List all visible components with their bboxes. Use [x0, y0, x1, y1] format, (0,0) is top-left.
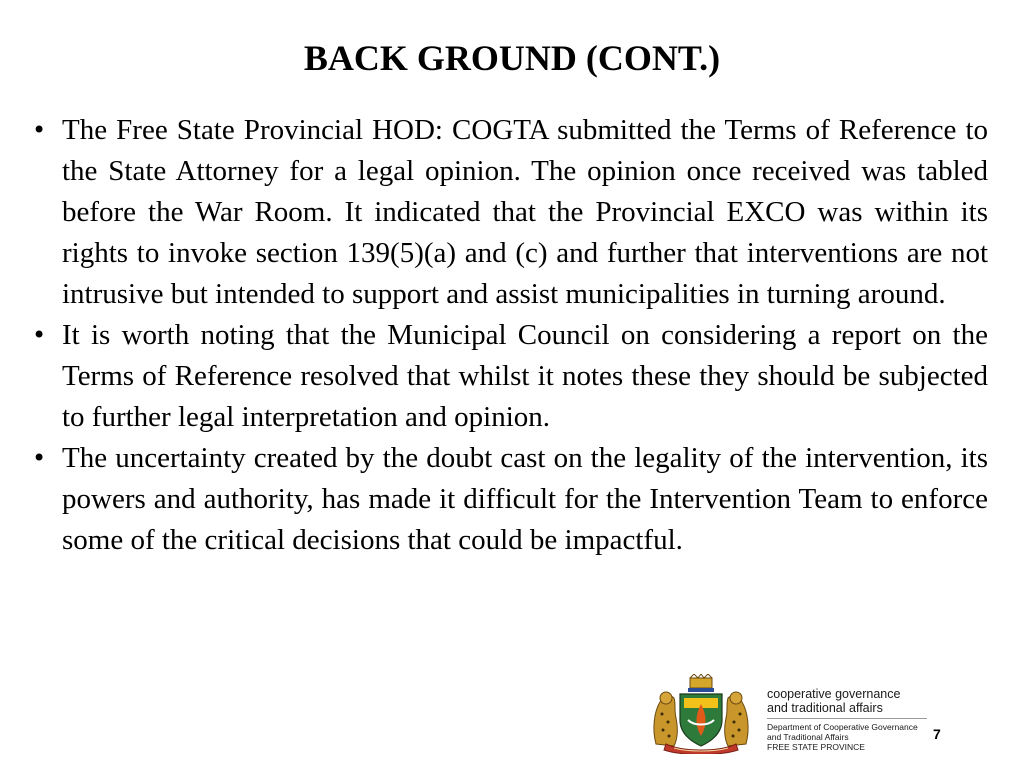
bullet-icon: •	[32, 321, 47, 349]
bullet-item-2	[30, 315, 988, 438]
bullet-text: It is worth noting that the Municipal Council on considering a report on the Terms of Reference resolved that whilst it notes these they should be subjected to further legal interpretation and opinion.	[62, 319, 988, 433]
department-name-line1: cooperative governance	[767, 687, 901, 701]
left-supporter-icon	[654, 692, 677, 746]
department-full-name-line2: and Traditional Affairs	[767, 732, 849, 742]
bullet-icon: •	[32, 444, 47, 472]
shield-icon	[680, 694, 722, 746]
bullet-text: The Free State Provincial HOD: COGTA submitted the Terms of Reference to the State Attorney for a legal opinion. The opinion once received was tabled before the War Room. It indicated that the Provincial EXCO was within its rights to invoke section 139(5)(a) and (c) and further that interventions are not intrusive but intended to support and assist municipalities in turning around.	[62, 114, 988, 310]
bullet-text: The uncertainty created by the doubt cast on the legality of the intervention, its powers and authority, has made it difficult for the Intervention Team to enforce some of the critical decisions that could be impactful.	[62, 442, 988, 556]
bullet-item-3	[30, 438, 988, 561]
coat-of-arms-icon	[648, 674, 754, 754]
crest-icon	[688, 674, 714, 692]
department-branding	[767, 687, 932, 752]
slide-title: BACK GROUND (CONT.)	[303, 38, 721, 78]
province-name: FREE STATE PROVINCE	[767, 742, 865, 752]
bullet-item-1	[30, 110, 988, 315]
page-number: 7	[933, 726, 941, 742]
department-name-line2: and traditional affairs	[767, 701, 883, 715]
right-supporter-icon	[725, 692, 748, 746]
bullet-icon: •	[32, 116, 47, 144]
footer-divider	[767, 718, 927, 719]
bullet-list	[30, 110, 988, 561]
department-full-name-line1: Department of Cooperative Governance	[767, 722, 918, 732]
